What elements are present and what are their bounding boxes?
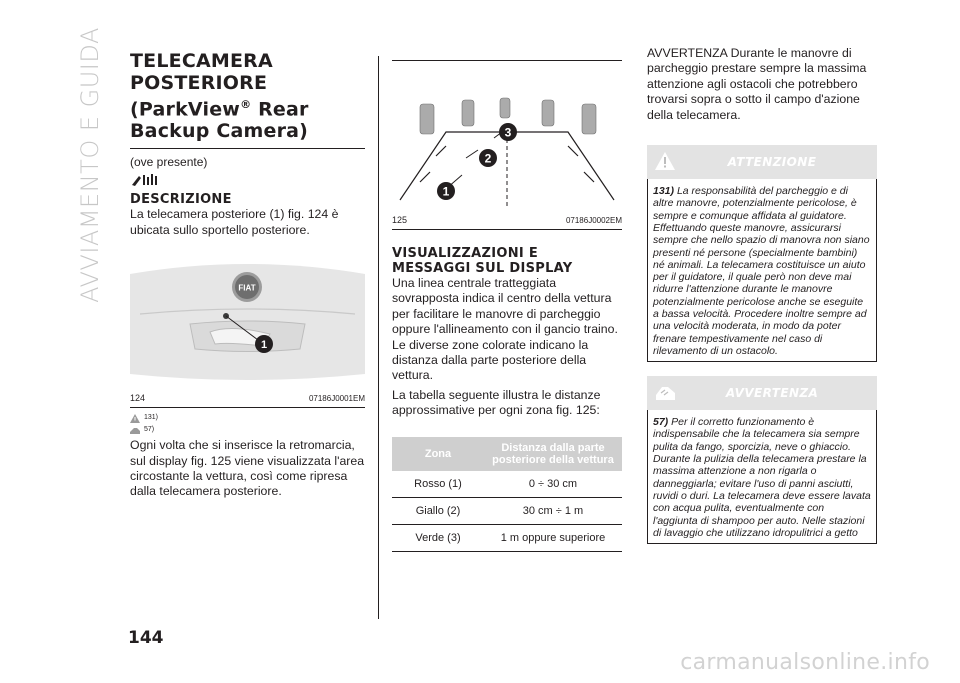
caution-reference: 57) [130,424,365,436]
column-3 [647,46,877,544]
page-title: TELECAMERA POSTERIORE (ParkView® Rear Backup Camera) [130,50,365,149]
table-row: Giallo (2) 30 cm ÷ 1 m [392,498,622,525]
callout-1: 1 [442,184,450,199]
figure-caption [392,213,622,230]
optional-note: (ove presente) [130,155,208,170]
column-2 [392,60,622,552]
attention-box-header: ATTENZIONE [647,145,877,179]
distance-table [392,437,622,553]
section-title-descrizione: DESCRIZIONE [130,192,232,208]
warning-triangle-icon [130,414,140,423]
figure-caption [130,391,365,408]
caution-hand-icon [655,383,677,401]
caution-box-header: AVVERTENZA [647,376,877,410]
chapter-side-label: AVVIAMENTO E GUIDA [76,27,105,303]
figure-number: 125 [392,215,408,225]
section-title-display: VISUALIZZAZIONI E MESSAGGI SUL DISPLAY [392,246,573,276]
display-paragraph-1: Una linea centrale tratteggiata sovrapposta indica il centro della vettura per facilitare le manovre di parcheggio oppure l'allineamento con il gancio traino. Le diverse zone colorate indicano la distanza dalla parte posteriore della vettura. [392,276,618,383]
attention-box-body: 131) La responsabilità del parcheggio e di altre manovre, potenzialmente pericolose, è sempre e comunque affidata al guidatore. Effettuando queste manovre, assicurarsi sempre che nello spazio di manovra non siano presenti né persone (specialmente bambini) né animali. La telecamera costituisce un aiuto per il guidatore, il quale però non deve mai ridurre l'attenzione durante le manovre potenzialmente pericolose anche se eseguite a bassa velocità. Procedere inoltre sempre ad una velocità moderata, in modo da poter frenare tempestivamente nel caso di rilevamento di un ostacolo. [647,179,877,362]
callout-2: 2 [484,151,492,166]
body-text: Ogni volta che si inserisce la retromarcia, sul display fig. 125 viene visualizzata l'area circostante la vettura, così come ripresa dalla telecamera posteriore. [130,438,365,499]
column-1 [130,50,365,500]
figure-code: 07186J0002EM [565,216,622,225]
description-text: La telecamera posteriore (1) fig. 124 è ubicata sullo sportello posteriore. [130,207,339,237]
table-row: Verde (3) 1 m oppure superiore [392,525,622,552]
table-row: Rosso (1) 0 ÷ 30 cm [392,471,622,498]
table-header-distance: Distanza dalla parte posteriore della vettura [484,437,622,471]
figure-code: 07186J0001EM [308,394,365,404]
figure-124 [130,254,365,408]
warning-triangle-icon [655,152,675,170]
callout-3: 3 [504,125,512,140]
caution-hand-icon [130,426,140,434]
callout-1: 1 [260,339,268,352]
intro-warning-text: AVVERTENZA Durante le manovre di parcheggio prestare sempre la massima attenzione agli ostacoli che potrebbero trovarsi sopra o sotto il campo d'azione della telecamera. [647,46,867,122]
column-divider [378,56,379,619]
fiat-logo: FIAT [238,283,256,293]
optional-equipment-icon [130,172,160,188]
reference-list [130,412,365,436]
attention-box [647,145,877,362]
figure-125 [392,60,622,230]
warning-reference: 131) [130,412,365,424]
page-number: 144 [128,628,164,648]
tailgate-camera-illustration [130,254,365,386]
parking-display-illustration [392,60,622,208]
figure-number: 124 [130,393,146,404]
display-paragraph-2: La tabella seguente illustra le distanze approssimative per ogni zona fig. 125: [392,387,601,418]
caution-box [647,376,877,544]
site-watermark: carmanualsonline.info [680,650,930,675]
caution-box-body: 57) Per il corretto funzionamento è indispensabile che la telecamera sia sempre pulita da fango, sporcizia, neve o ghiaccio. Durante la pulizia della telecamera prestare la massima attenzione a non rigarla o danneggiarla; evitare l'uso di panni asciutti, ruvidi o duri. La telecamera deve essere lavata con acqua pulita, eventualmente con l'aggiunta di shampoo per auto. Nelle stazioni di lavaggio che utilizzano idropulitrici a getto [647,410,877,544]
table-header-zone: Zona [392,437,484,471]
